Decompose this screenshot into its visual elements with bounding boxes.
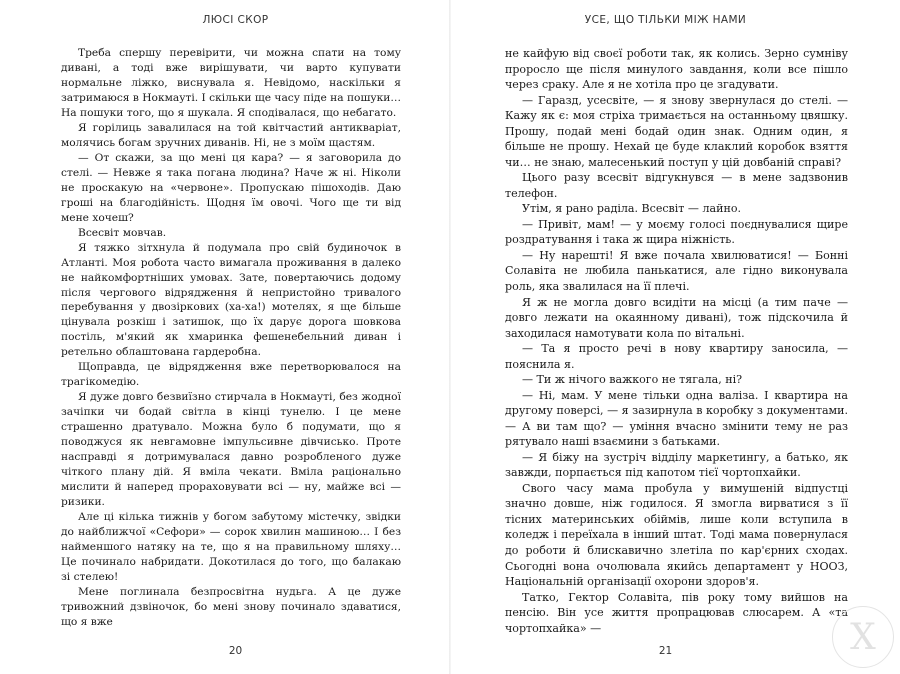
paragraph: Всесвіт мовчав. [78,225,167,239]
paragraph: Я тяжко зітхнула й подумала про свій будиночок в Атланті. Моя робота часто вимагала проживання в далеко не найкомфортніших умовах. Зате, повертаючись додому після чергового відрядження й непристойно тривалого перебування у двозіркових (ха-ха!) мотелях, я ще більше цінувала розкіш і затишок, що їх дарує дорога шовкова постіль, м'який як хмаринка фешенебельний диван і ретельно облаштована гардеробна. [61,240,401,359]
paragraph: Свого часу мама пробула у вимушеній відпустці значно довше, ніж годилося. Я змогла вирватися з її тісних материнських обіймів, лише коли вступила в коледж і переїхала в інший штат. Тоді мама повернулася до роботи й блискавично злетіла по кар'єрних сходах. Сьогодні вона очолювала якийсь департамент у НООЗ, Національній організації охорони здоров'я. [505,481,848,589]
right-page-body [505,46,848,636]
left-page-body [61,46,401,630]
running-head-author: ЛЮСІ СКОР [202,14,269,26]
paragraph: — От скажи, за що мені ця кара? — я заговорила до стелі. — Невже я така погана людина? Наче ж ні. Ніколи не проскакую на «червоне». Пропускаю пішоходів. Даю гроші на благодійність. Щодня їм овочі. Чого ще ти від мене хочеш? [61,150,401,224]
watermark-glyph: Х [850,616,876,658]
paragraph: Я горілиць завалилася на той квітчастий антикваріат, молячись богам зручних диванів. Ні, не з моїм щастям. [61,120,401,149]
paragraph: Цього разу всесвіт відгукнувся — в мене задзвонив телефон. [505,171,848,200]
paragraph: Треба спершу перевірити, чи можна спати на тому дивані, а тоді вже вирішувати, чи варто купувати нормальне ліжко, виснувала я. Невідомо, наскільки я затримаюся в Нокмауті. І скільки ще часу піде на пошуки… На пошуки того, що я шукала. Я сподівалася, що небагато. [61,46,401,119]
page-number-left: 20 [228,645,243,657]
paragraph: — Привіт, мам! — у моєму голосі поєднувалися щире роздратування і така ж щира ніжність. [505,217,848,247]
page-number-right: 21 [658,645,673,657]
paragraph: Татко, Гектор Солавіта, пів року тому вийшов на пенсію. Він усе життя пропрацював слюсарем. А «та чортопхайка» — [505,590,848,635]
paragraph: Але ці кілька тижнів у богом забутому містечку, звідки до найближчої «Сефори» — сорок хвилин машиною… І без найменшого натяку на те, що я на правильному шляху… Це починало набридати. Докотилася до того, що балакаю зі стелею! [61,510,401,583]
paragraph: — Та я просто речі в нову квартиру заносила, — пояснила я. [505,342,848,371]
paragraph: Утім, я рано раділа. Всесвіт — лайно. [522,202,741,216]
publisher-watermark-logo [832,606,894,668]
paragraph: Щоправда, це відрядження вже перетворювалося на трагікомедію. [61,360,401,389]
paragraph: Я ж не могла довго всидіти на місці (а тим паче — довго лежати на окаянному дивані), тож підскочила й заходилася намотувати кола по вітальні. [505,295,848,340]
paragraph: — Гаразд, усесвіте, — я знову звернулася до стелі. — Кажу як є: моя стріха тримається на останньому цвяшку. Прошу, подай мені бодай один знак. Одним один, я більше не прошу. Нехай це буде клаклий коробок взяття чи… не знаю, малесенький поступ у цій довбаній справі? [505,93,848,169]
paragraph: не кайфую від своєї роботи так, як колись. Зерно сумніву проросло ще після минулого завдання, коли все пішло через сраку. Але я не хотіла про це згадувати. [505,47,848,92]
paragraph: Я дуже довго безвиїзно стирчала в Нокмауті, без жодної зачіпки чи бодай світла в кінці тунелю. І це мене страшенно дратувало. Можна було б подумати, що я поводжуся як невгамовне імпульсивне дівчисько. Проте насправді я дотримувалася давно розробленого дуже чіткого плану дій. Я вміла чекати. Вміла раціонально мислити й наперед прораховувати всі — ну, майже всі — ризики. [61,390,401,509]
paragraph: — Я біжу на зустріч відділу маркетингу, а батько, як завжди, порпається під капотом тієї чортопхайки. [505,450,848,480]
paragraph: Мене поглинала безпросвітна нудьга. А це дуже тривожний дзвіночок, бо мені знову починало здаватися, що я вже [61,584,401,628]
running-head-title: УСЕ, ЩО ТІЛЬКИ МІЖ НАМИ [584,14,747,26]
paragraph: — Ні, мам. У мене тільки одна валіза. І квартира на другому поверсі, — я зазирнула в коробку з документами. — А ви там що? — уміння вчасно змінити тему не раз рятувало наші взаємини з батьками. [505,388,848,449]
right-page [450,0,900,674]
paragraph: — Ти ж нічого важкого не тягала, ні? [522,373,743,387]
paragraph: — Ну нарешті! Я вже почала хвилюватися! — Бонні Солавіта не любила панькатися, але гідно виконувала роль, яка звалилася на її плечі. [505,248,848,293]
